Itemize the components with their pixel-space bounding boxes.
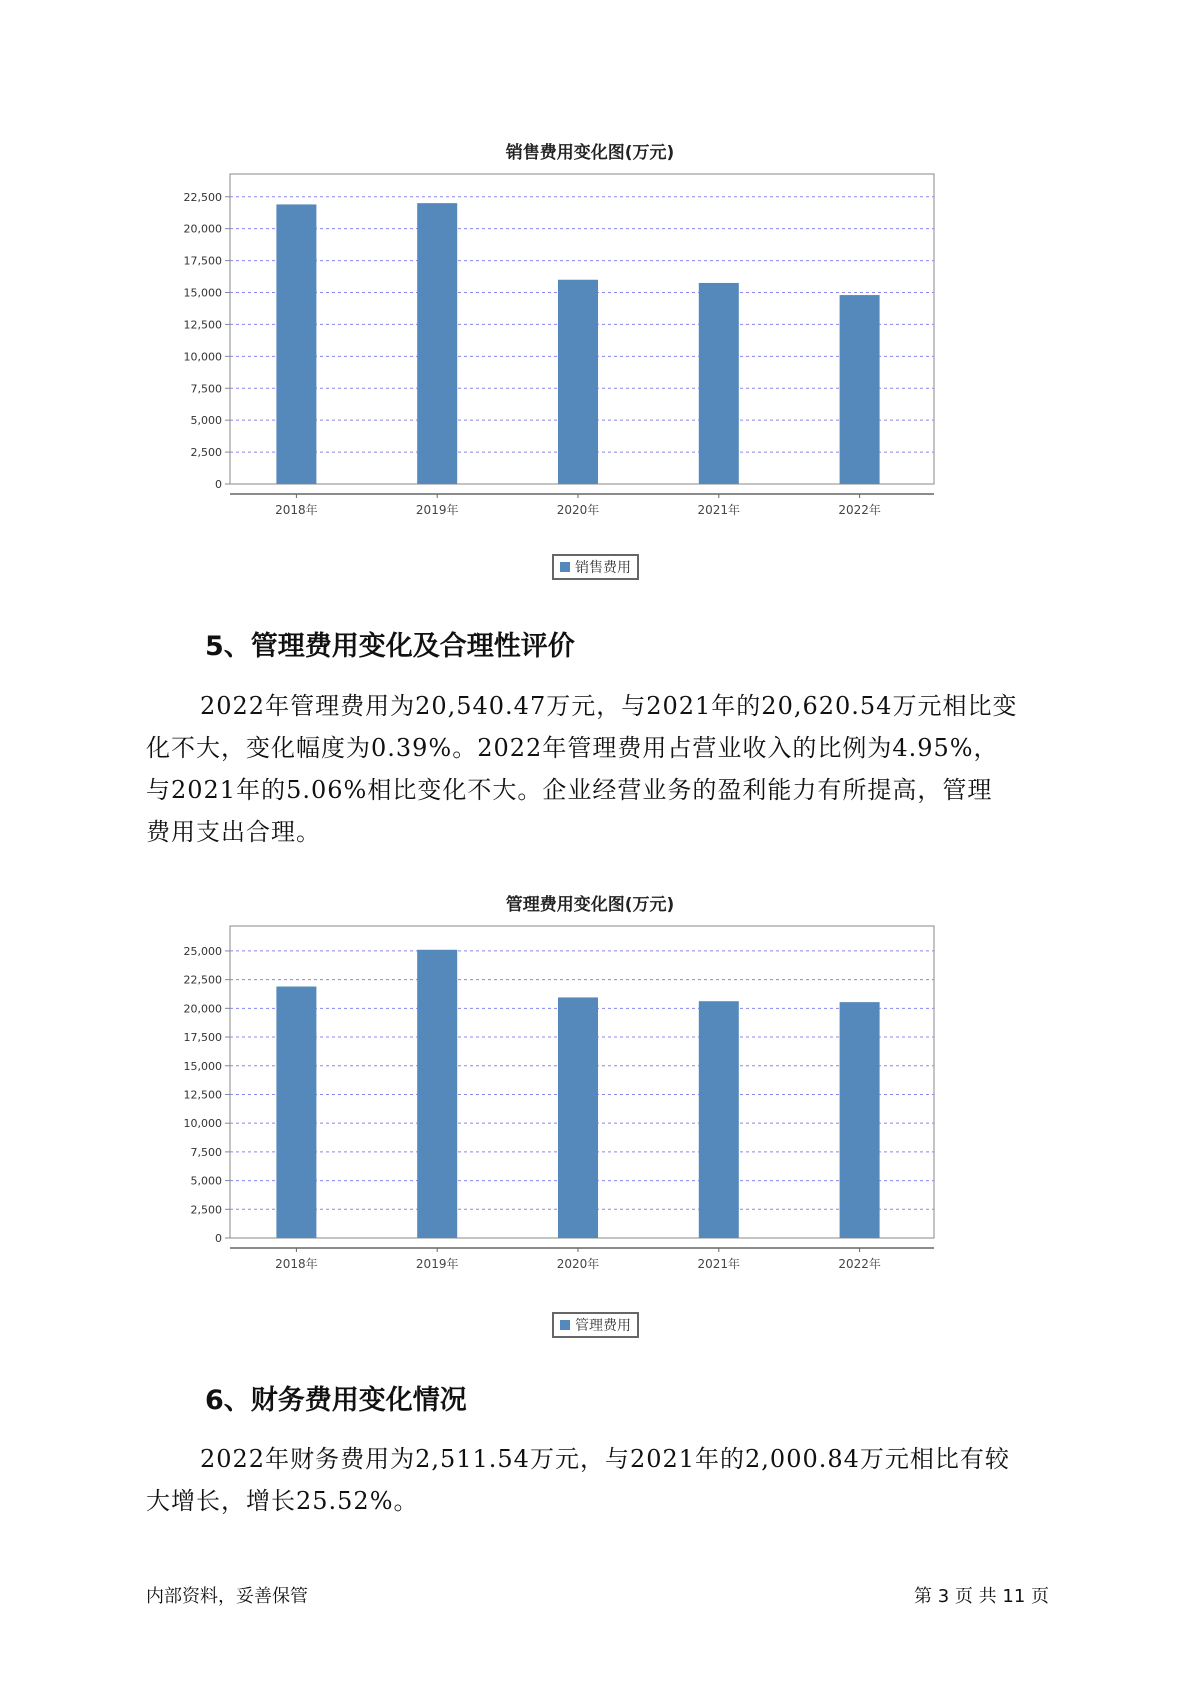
x-tick-label: 2018年 [275,503,318,517]
x-tick-label: 2022年 [838,1257,881,1271]
paragraph-line: 化不大，变化幅度为0.39%。2022年管理费用占营业收入的比例为4.95%， [146,734,999,762]
footer-page-number: 第 3 页 共 11 页 [914,1586,1049,1607]
footer-left: 内部资料，妥善保管 [146,1586,308,1607]
y-tick-label: 12,500 [183,1088,222,1102]
chart-plot [150,166,1030,526]
y-tick-label: 2,500 [190,446,222,460]
paragraph-line: 费用支出合理。 [146,818,321,846]
y-tick-label: 20,000 [183,1002,222,1016]
y-tick-label: 12,500 [183,318,222,332]
y-tick-label: 15,000 [183,1059,222,1073]
admin-expense-chart [150,892,1030,1334]
bar [699,283,739,484]
paragraph-line: 2022年财务费用为2,511.54万元，与2021年的2,000.84万元相比有较 [200,1445,1010,1473]
paragraph-line: 2022年管理费用为20,540.47万元，与2021年的20,620.54万元相比变 [200,692,1018,720]
y-tick-label: 22,500 [183,190,222,204]
y-tick-label: 15,000 [183,286,222,300]
y-tick-label: 10,000 [183,350,222,364]
paragraph-line: 大增长，增长25.52%。 [146,1487,419,1515]
chart-plot [150,918,1030,1298]
legend-label: 销售费用 [575,560,631,576]
y-tick-label: 10,000 [183,1117,222,1131]
legend-swatch [560,1320,570,1330]
bar [276,987,316,1238]
y-tick-label: 25,000 [183,944,222,958]
section-heading-5: 5、管理费用变化及合理性评价 [205,631,575,662]
y-tick-label: 7,500 [190,1145,222,1159]
x-tick-label: 2021年 [697,503,741,517]
y-tick-label: 0 [215,478,222,491]
legend-label: 管理费用 [575,1318,631,1334]
chart-legend [552,1312,639,1338]
bar [840,1002,880,1238]
legend-swatch [560,562,570,572]
y-tick-label: 7,500 [190,382,222,396]
x-tick-label: 2018年 [275,1257,318,1271]
x-tick-label: 2019年 [415,1257,459,1271]
x-tick-label: 2021年 [697,1257,741,1271]
bar [558,997,598,1238]
x-tick-label: 2022年 [838,503,881,517]
y-tick-label: 17,500 [183,254,222,268]
chart-title: 销售费用变化图(万元) [505,143,675,163]
section-heading-6: 6、财务费用变化情况 [205,1385,467,1416]
bar [699,1001,739,1238]
y-tick-label: 22,500 [183,973,222,987]
section-6-paragraph [146,1438,1046,1522]
y-tick-label: 5,000 [190,1174,222,1188]
y-tick-label: 2,500 [190,1203,222,1217]
section-5-paragraph [146,685,1046,853]
x-tick-label: 2020年 [556,503,600,517]
y-tick-label: 0 [215,1232,222,1245]
bar [417,203,457,484]
chart-legend [552,554,639,580]
bar [840,295,880,484]
bar [558,280,598,484]
sales-expense-chart [150,140,1030,576]
x-tick-label: 2020年 [556,1257,600,1271]
chart-title: 管理费用变化图(万元) [505,895,675,915]
y-tick-label: 5,000 [190,414,222,428]
bar [276,204,316,484]
paragraph-line: 与2021年的5.06%相比变化不大。企业经营业务的盈利能力有所提高，管理 [146,776,993,804]
bar [417,950,457,1238]
y-tick-label: 20,000 [183,222,222,236]
x-tick-label: 2019年 [415,503,459,517]
y-tick-label: 17,500 [183,1031,222,1045]
